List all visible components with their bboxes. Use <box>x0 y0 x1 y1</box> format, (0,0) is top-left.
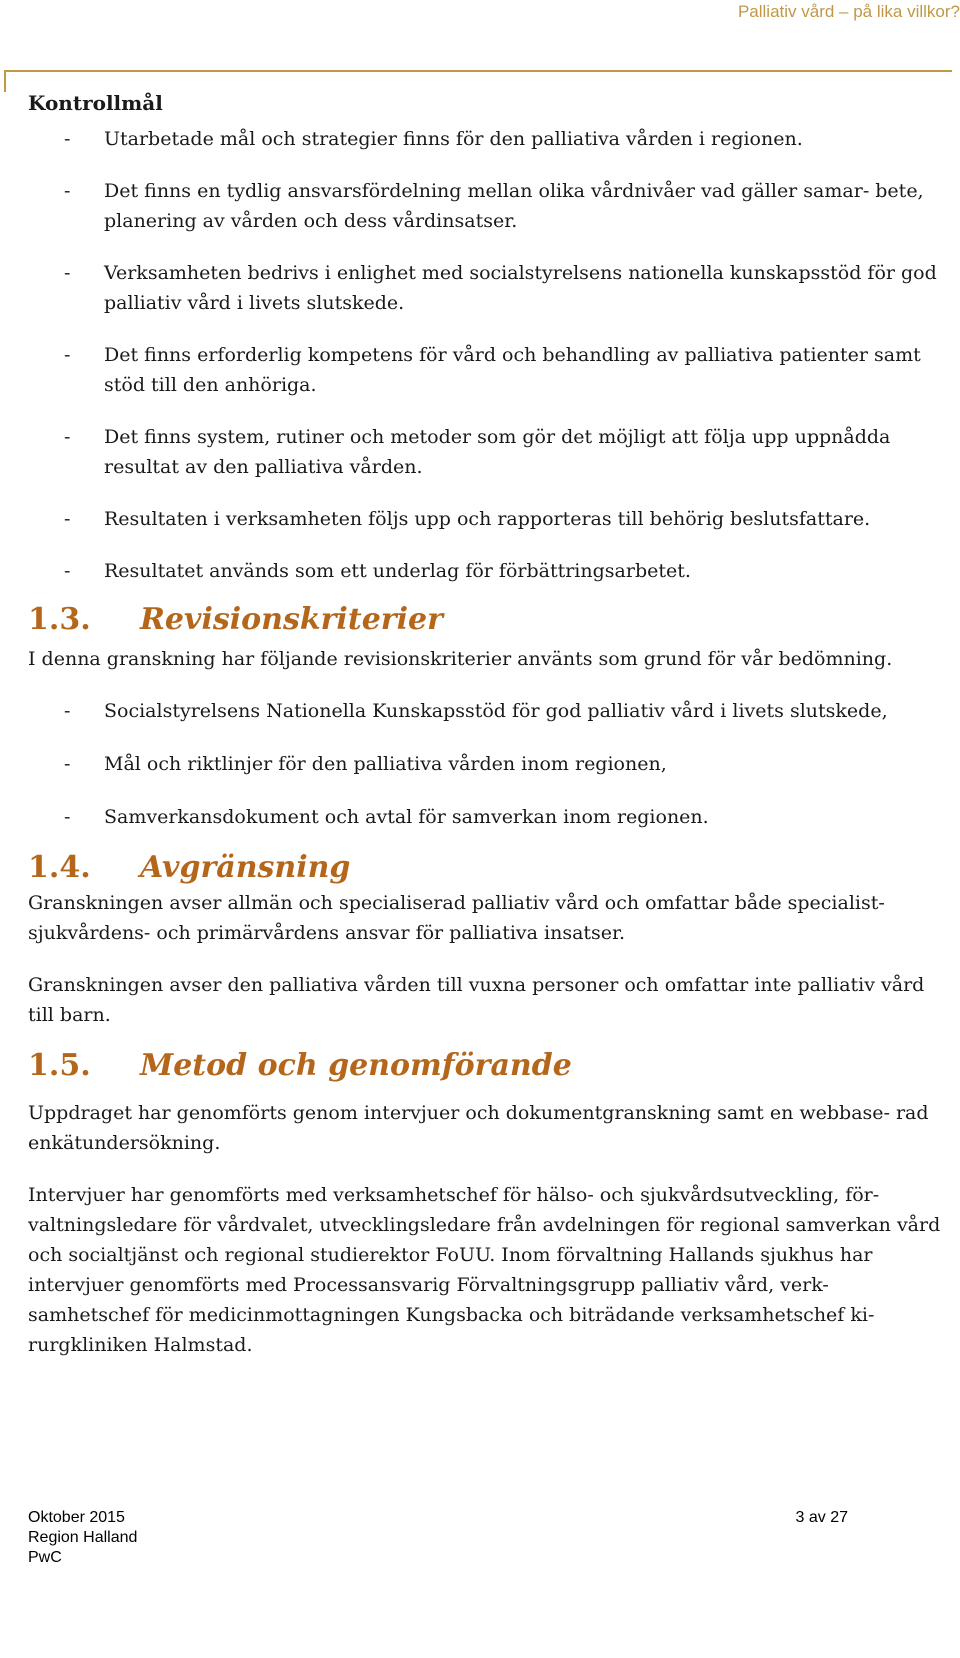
section-title: Avgränsning <box>140 850 351 885</box>
list-item: - Mål och riktlinjer för den palliativa vården inom regionen, <box>64 753 667 775</box>
section-title: Revisionskriterier <box>140 602 443 637</box>
list-item: - Det finns system, rutiner och metoder som gör det möjligt att följa upp uppnådda resultat av den palliativa vården. <box>64 426 891 478</box>
kontrollmal-list <box>28 124 948 586</box>
section-number: 1.3. <box>28 602 91 637</box>
kontrollmal-heading: Kontrollmål <box>28 91 163 115</box>
running-header-title: Palliativ vård – på lika villkor? <box>737 2 960 21</box>
list-item: - Utarbetade mål och strategier finns för den palliativa vården i regionen. <box>64 128 803 150</box>
section-number: 1.5. <box>28 1048 91 1083</box>
section-title: Metod och genomförande <box>140 1048 572 1083</box>
section-number: 1.4. <box>28 850 91 885</box>
metod-paragraph: Intervjuer har genomförts med verksamhetschef för hälso- och sjukvårdsutveckling, för- valtningsledare för vårdvalet, utvecklingsledare från avdelningen för regional samverkan vård och socialtjänst och regional studierektor FoUU. Inom förvaltning Hallands sjukhus har intervjuer genomförts med Processansvarig Förvaltningsgrupp palliativ vård, verk- samhetschef för medicinmottagningen Kungsbacka och biträdande verksamhetschef ki- rurgkliniken Halmstad. <box>28 1184 941 1356</box>
metod-paragraph: Uppdraget har genomförts genom intervjuer och dokumentgranskning samt en webbase- rad enkätundersökning. <box>28 1102 929 1154</box>
list-item: - Det finns erforderlig kompetens för vård och behandling av palliativa patienter samt stöd till den anhöriga. <box>64 344 921 396</box>
page-content <box>28 88 948 1382</box>
section-heading-metod <box>28 1046 948 1086</box>
page-number: 3 av 27 <box>795 1509 848 1526</box>
list-item: - Det finns en tydlig ansvarsfördelning mellan olika vårdnivåer vad gäller samar- bete, planering av vården och dess vårdinsatser. <box>64 180 924 232</box>
revisionskriterier-list <box>28 696 948 832</box>
page-footer <box>28 1508 848 1568</box>
list-item: - Verksamheten bedrivs i enlighet med socialstyrelsens nationella kunskapsstöd för god palliativ vård i livets slutskede. <box>64 262 937 314</box>
footer-date: Oktober 2015 <box>28 1509 125 1526</box>
header-rule <box>4 70 952 72</box>
list-item: - Socialstyrelsens Nationella Kunskapsstöd för god palliativ vård i livets slutskede, <box>64 700 888 722</box>
footer-company: PwC <box>28 1549 62 1566</box>
section-heading-avgransning <box>28 848 948 888</box>
header-rule-tick <box>4 70 6 92</box>
list-item: - Resultaten i verksamheten följs upp och rapporteras till behörig beslutsfattare. <box>64 508 871 530</box>
list-item: - Resultatet används som ett underlag för förbättringsarbetet. <box>64 560 691 582</box>
avgransning-paragraph: Granskningen avser den palliativa vården till vuxna personer och omfattar inte palliativ vård till barn. <box>28 974 925 1026</box>
avgransning-paragraph: Granskningen avser allmän och specialiserad palliativ vård och omfattar både specialist- sjukvårdens- och primärvårdens ansvar för palliativa insatser. <box>28 892 885 944</box>
revisionskriterier-intro: I denna granskning har följande revisionskriterier använts som grund för vår bedömning. <box>28 648 893 670</box>
section-heading-revisionskriterier <box>28 600 948 640</box>
list-item: - Samverkansdokument och avtal för samverkan inom regionen. <box>64 806 709 828</box>
footer-organization: Region Halland <box>28 1529 138 1546</box>
